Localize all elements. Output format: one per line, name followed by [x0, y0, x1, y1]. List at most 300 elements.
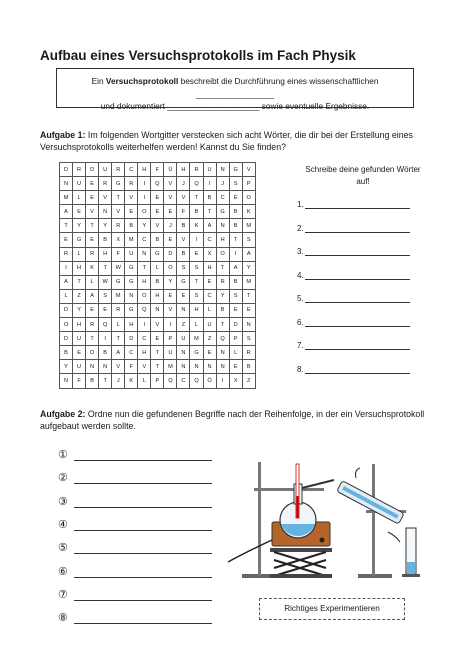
condenser — [337, 481, 404, 524]
answer-number: 8. — [297, 364, 304, 374]
grid-cell: V — [86, 205, 99, 219]
answer-blank[interactable] — [305, 224, 410, 233]
grid-row — [60, 163, 256, 177]
answer-blank[interactable] — [305, 365, 410, 374]
order-line[interactable] — [58, 448, 212, 461]
grid-row — [60, 261, 256, 275]
grid-cell: C — [216, 191, 229, 205]
grid-cell: D — [164, 247, 177, 261]
grid-cell: R — [112, 163, 125, 177]
grid-cell: N — [242, 318, 255, 332]
grid-cell: H — [125, 318, 138, 332]
grid-cell: M — [190, 332, 203, 346]
grid-cell: O — [164, 261, 177, 275]
grid-cell: U — [203, 163, 216, 177]
grid-cell: E — [151, 191, 164, 205]
grid-cell: G — [177, 275, 190, 289]
answer-number: 7. — [297, 341, 304, 350]
answer-number: 6. — [297, 317, 304, 327]
grid-cell: E — [99, 303, 112, 317]
grid-cell: T — [86, 332, 99, 346]
grid-cell: L — [73, 247, 86, 261]
grid-cell: W — [112, 261, 125, 275]
lab-jack-base — [270, 574, 332, 578]
grid-cell: T — [151, 360, 164, 374]
grid-cell: L — [138, 374, 151, 388]
grid-cell: H — [216, 233, 229, 247]
grid-cell: B — [151, 233, 164, 247]
order-blank[interactable] — [74, 591, 212, 601]
grid-cell: H — [138, 163, 151, 177]
answer-blank[interactable] — [305, 271, 410, 280]
grid-cell: J — [216, 177, 229, 191]
clamp-arm-left — [254, 488, 324, 491]
grid-cell: V — [99, 191, 112, 205]
grid-cell: W — [99, 275, 112, 289]
water-hose-top — [356, 468, 361, 478]
grid-cell: G — [229, 163, 242, 177]
grid-cell: I — [203, 177, 216, 191]
grid-row — [60, 275, 256, 289]
grid-cell: B — [229, 205, 242, 219]
grid-cell: N — [60, 177, 73, 191]
grid-cell: Z — [177, 318, 190, 332]
grid-cell: H — [73, 261, 86, 275]
grid-cell: B — [60, 346, 73, 360]
grid-cell: N — [138, 247, 151, 261]
grid-cell: S — [190, 289, 203, 303]
grid-cell: P — [164, 332, 177, 346]
order-blank[interactable] — [74, 544, 212, 554]
grid-cell: I — [138, 191, 151, 205]
task-2-text: Ordne nun die gefundenen Begriffe nach der Reihenfolge, in der ein Versuchsprotokoll aufgebaut werden sollte. — [40, 409, 425, 431]
grid-cell: Y — [242, 261, 255, 275]
answer-number: 5. — [297, 294, 304, 303]
grid-cell: D — [125, 332, 138, 346]
grid-cell: N — [203, 360, 216, 374]
grid-cell: B — [177, 219, 190, 233]
grid-cell: L — [73, 191, 86, 205]
answer-blank[interactable] — [305, 341, 410, 350]
grid-cell: N — [177, 360, 190, 374]
grid-cell: Ö — [203, 374, 216, 388]
grid-cell: I — [229, 247, 242, 261]
lab-jack-top — [270, 548, 332, 552]
grid-cell: B — [190, 205, 203, 219]
grid-cell: E — [73, 346, 86, 360]
order-number: ③ — [58, 495, 68, 508]
grid-cell: U — [203, 318, 216, 332]
order-blank[interactable] — [74, 521, 212, 531]
order-number: ① — [58, 449, 68, 461]
grid-cell: E — [86, 303, 99, 317]
order-blank[interactable] — [74, 614, 212, 624]
distillation-apparatus-illustration — [226, 456, 426, 582]
grid-cell: M — [164, 360, 177, 374]
grid-cell: É — [229, 191, 242, 205]
cylinder-liquid — [407, 562, 415, 574]
grid-cell: B — [151, 275, 164, 289]
grid-cell: H — [138, 275, 151, 289]
grid-cell: N — [99, 205, 112, 219]
grid-cell: L — [229, 346, 242, 360]
grid-cell: N — [151, 303, 164, 317]
grid-cell: F — [177, 205, 190, 219]
grid-cell: T — [229, 233, 242, 247]
grid-cell: A — [60, 205, 73, 219]
order-blank[interactable] — [74, 568, 212, 578]
grid-cell: R — [112, 303, 125, 317]
answer-blank[interactable] — [305, 200, 410, 209]
grid-cell: H — [99, 247, 112, 261]
grid-cell: G — [190, 346, 203, 360]
intro-rest: beschreibt die Durchführung eines wissenschaftlichen _________________ — [180, 76, 379, 99]
grid-cell: U — [164, 346, 177, 360]
grid-cell: O — [138, 289, 151, 303]
grid-cell: R — [86, 318, 99, 332]
grid-cell: V — [164, 303, 177, 317]
grid-cell: D — [60, 163, 73, 177]
task-1 — [40, 129, 440, 153]
grid-cell: M — [242, 275, 255, 289]
grid-cell: E — [86, 191, 99, 205]
answer-number: 3. — [297, 247, 304, 256]
grid-cell: F — [112, 247, 125, 261]
grid-cell: T — [190, 191, 203, 205]
grid-cell: E — [242, 303, 255, 317]
grid-cell: I — [60, 261, 73, 275]
answer-blank[interactable] — [305, 294, 410, 303]
grid-cell: K — [190, 219, 203, 233]
grid-cell: B — [203, 191, 216, 205]
grid-cell: G — [125, 303, 138, 317]
grid-cell: Y — [138, 219, 151, 233]
grid-cell: Z — [242, 374, 255, 388]
grid-cell: D — [229, 318, 242, 332]
cylinder-base — [402, 574, 420, 577]
grid-cell: T — [99, 261, 112, 275]
grid-cell: E — [164, 233, 177, 247]
grid-cell: M — [112, 289, 125, 303]
grid-cell: C — [203, 289, 216, 303]
grid-cell: S — [99, 289, 112, 303]
grid-cell: M — [242, 219, 255, 233]
grid-cell: A — [112, 346, 125, 360]
grid-cell: T — [242, 289, 255, 303]
grid-cell: V — [112, 360, 125, 374]
stand-rod-right — [372, 464, 375, 576]
grid-cell: T — [60, 219, 73, 233]
grid-cell: M — [125, 233, 138, 247]
answer-number: 2. — [297, 223, 304, 233]
grid-cell: X — [229, 374, 242, 388]
grid-cell: B — [177, 247, 190, 261]
grid-cell: K — [125, 374, 138, 388]
grid-cell: Y — [216, 289, 229, 303]
grid-cell: I — [164, 318, 177, 332]
grid-cell: C — [125, 163, 138, 177]
write-words-heading: Schreibe deine gefunden Wörter auf! — [305, 165, 421, 186]
grid-row — [60, 205, 256, 219]
order-line[interactable] — [58, 518, 212, 531]
grid-cell: Q — [190, 177, 203, 191]
grid-row — [60, 303, 256, 317]
task-1-text: Im folgenden Wortgitter verstecken sich acht Wörter, die dir bei der Erstellung eines Versuchsprotokolls weiterhelfen werden! Kannst du Sie finden? — [40, 130, 413, 152]
grid-cell: C — [177, 374, 190, 388]
task-2-label: Aufgabe 2: — [40, 409, 86, 419]
grid-cell: T — [138, 261, 151, 275]
grid-cell: E — [60, 233, 73, 247]
grid-cell: N — [177, 303, 190, 317]
grid-cell: G — [112, 177, 125, 191]
grid-cell: F — [125, 360, 138, 374]
grid-cell: T — [216, 261, 229, 275]
heater-knob — [320, 538, 325, 543]
grid-cell: K — [242, 205, 255, 219]
lab-jack-scissors — [274, 552, 326, 576]
grid-cell: H — [190, 303, 203, 317]
grid-row — [60, 177, 256, 191]
intro-box — [56, 68, 414, 111]
grid-cell: T — [112, 191, 125, 205]
grid-cell: N — [216, 346, 229, 360]
grid-cell: J — [112, 374, 125, 388]
caption-box: Richtiges Experimentieren — [259, 598, 405, 620]
grid-cell: G — [151, 247, 164, 261]
order-blank[interactable] — [74, 474, 212, 484]
grid-cell: R — [60, 247, 73, 261]
grid-cell: N — [177, 346, 190, 360]
grid-cell: Q — [99, 318, 112, 332]
grid-cell: L — [60, 289, 73, 303]
order-line[interactable] — [58, 611, 212, 624]
intro-line-2: und dokumentiert ____________________ sowie eventuelle Ergebnisse. — [100, 101, 370, 111]
grid-cell: H — [151, 289, 164, 303]
grid-row — [60, 219, 256, 233]
grid-cell: R — [242, 346, 255, 360]
side-tube — [302, 480, 334, 488]
grid-cell: I — [190, 233, 203, 247]
water-hose-bottom — [388, 532, 400, 542]
grid-cell: T — [203, 205, 216, 219]
order-blank[interactable] — [74, 498, 212, 508]
grid-cell: V — [164, 191, 177, 205]
grid-cell: Z — [73, 289, 86, 303]
grid-cell: J — [177, 177, 190, 191]
grid-cell: H — [177, 163, 190, 177]
answer-blank[interactable] — [305, 247, 410, 256]
grid-cell: Y — [73, 303, 86, 317]
grid-cell: R — [73, 163, 86, 177]
grid-row — [60, 374, 256, 388]
grid-cell: H — [73, 318, 86, 332]
order-number: ④ — [58, 518, 68, 531]
grid-cell: E — [229, 360, 242, 374]
grid-cell: T — [151, 346, 164, 360]
grid-cell: B — [216, 303, 229, 317]
grid-cell: Y — [60, 360, 73, 374]
grid-cell: U — [73, 360, 86, 374]
grid-cell: T — [190, 275, 203, 289]
order-number: ⑤ — [58, 542, 68, 555]
grid-row — [60, 360, 256, 374]
grid-row — [60, 289, 256, 303]
stand-rod-left — [258, 462, 261, 576]
order-number: ⑦ — [58, 588, 68, 601]
grid-cell: Q — [151, 177, 164, 191]
grid-cell: D — [60, 332, 73, 346]
grid-cell: S — [190, 261, 203, 275]
grid-cell: T — [216, 318, 229, 332]
intro-term: Versuchsprotokoll — [105, 76, 179, 86]
grid-cell: Y — [164, 275, 177, 289]
answer-line[interactable] — [297, 365, 410, 374]
grid-cell: N — [216, 360, 229, 374]
grid-cell: N — [99, 360, 112, 374]
order-blank[interactable] — [74, 451, 212, 461]
answer-line[interactable] — [297, 318, 410, 327]
grid-cell: J — [164, 219, 177, 233]
answer-line[interactable] — [297, 224, 410, 233]
grid-cell: G — [112, 275, 125, 289]
grid-cell: A — [60, 275, 73, 289]
answer-line[interactable] — [297, 341, 410, 350]
grid-cell: C — [125, 346, 138, 360]
grid-cell: I — [138, 318, 151, 332]
grid-cell: E — [229, 303, 242, 317]
grid-cell: P — [229, 332, 242, 346]
grid-cell: O — [138, 205, 151, 219]
word-search-grid — [59, 162, 256, 389]
grid-cell: S — [242, 332, 255, 346]
grid-cell: O — [242, 191, 255, 205]
grid-cell: U — [73, 177, 86, 191]
grid-row — [60, 346, 256, 360]
grid-cell: O — [86, 346, 99, 360]
grid-cell: E — [86, 233, 99, 247]
grid-cell: B — [99, 233, 112, 247]
grid-row — [60, 233, 256, 247]
grid-cell: Q — [216, 332, 229, 346]
grid-cell: H — [203, 261, 216, 275]
grid-cell: E — [151, 205, 164, 219]
grid-cell: C — [138, 332, 151, 346]
grid-cell: R — [86, 247, 99, 261]
grid-cell: V — [138, 360, 151, 374]
grid-cell: G — [125, 261, 138, 275]
grid-cell: A — [229, 261, 242, 275]
grid-cell: E — [125, 205, 138, 219]
grid-cell: F — [73, 374, 86, 388]
grid-cell: U — [177, 332, 190, 346]
order-number: ② — [58, 472, 68, 485]
answer-line[interactable] — [297, 200, 410, 209]
power-cable — [228, 540, 272, 562]
grid-cell: E — [151, 332, 164, 346]
grid-cell: H — [138, 346, 151, 360]
grid-cell: T — [86, 219, 99, 233]
answer-number: 4. — [297, 270, 304, 280]
grid-cell: Q — [138, 303, 151, 317]
grid-cell: P — [151, 374, 164, 388]
order-line[interactable] — [58, 495, 212, 508]
grid-cell: L — [112, 318, 125, 332]
grid-cell: R — [216, 275, 229, 289]
grid-cell: E — [73, 205, 86, 219]
grid-cell: Y — [99, 219, 112, 233]
grid-cell: D — [86, 163, 99, 177]
grid-cell: U — [99, 163, 112, 177]
answer-number: 1. — [297, 200, 304, 209]
grid-cell: B — [242, 360, 255, 374]
grid-cell: E — [164, 205, 177, 219]
grid-cell: N — [60, 374, 73, 388]
grid-cell: Y — [73, 219, 86, 233]
grid-cell: P — [242, 177, 255, 191]
task-2 — [40, 408, 440, 432]
grid-row — [60, 191, 256, 205]
order-line[interactable] — [58, 588, 212, 601]
grid-cell: V — [177, 191, 190, 205]
grid-cell: N — [190, 360, 203, 374]
grid-cell: V — [151, 219, 164, 233]
grid-cell: L — [203, 303, 216, 317]
grid-cell: I — [216, 374, 229, 388]
grid-cell: V — [164, 177, 177, 191]
grid-cell: Q — [190, 374, 203, 388]
grid-cell: G — [125, 275, 138, 289]
grid-cell: O — [60, 318, 73, 332]
grid-cell: N — [86, 360, 99, 374]
answer-line[interactable] — [297, 271, 410, 280]
grid-cell: E — [177, 289, 190, 303]
grid-cell: L — [190, 318, 203, 332]
grid-cell: B — [125, 219, 138, 233]
grid-cell: D — [60, 303, 73, 317]
grid-cell: I — [138, 177, 151, 191]
grid-cell: G — [73, 233, 86, 247]
grid-cell: B — [229, 219, 242, 233]
grid-cell: V — [151, 318, 164, 332]
order-line[interactable] — [58, 471, 212, 484]
grid-cell: E — [203, 275, 216, 289]
grid-cell: U — [73, 332, 86, 346]
grid-row — [60, 332, 256, 346]
thermometer-mercury — [297, 496, 299, 518]
grid-cell: B — [229, 275, 242, 289]
answer-line[interactable] — [297, 247, 410, 256]
intro-prefix: Ein — [91, 76, 104, 86]
grid-cell: E — [164, 289, 177, 303]
grid-cell: A — [86, 289, 99, 303]
intro-line-1 — [57, 75, 413, 100]
answer-blank[interactable] — [305, 318, 410, 327]
grid-cell: S — [242, 233, 255, 247]
order-line[interactable] — [58, 541, 212, 554]
grid-cell: E — [86, 177, 99, 191]
grid-cell: N — [216, 163, 229, 177]
grid-cell: V — [177, 233, 190, 247]
grid-cell: X — [203, 247, 216, 261]
answer-line[interactable] — [297, 294, 410, 303]
grid-cell: T — [112, 332, 125, 346]
grid-cell: I — [99, 332, 112, 346]
order-line[interactable] — [58, 565, 212, 578]
grid-cell: S — [177, 261, 190, 275]
grid-cell: G — [216, 205, 229, 219]
grid-cell: E — [203, 346, 216, 360]
grid-cell: L — [151, 261, 164, 275]
